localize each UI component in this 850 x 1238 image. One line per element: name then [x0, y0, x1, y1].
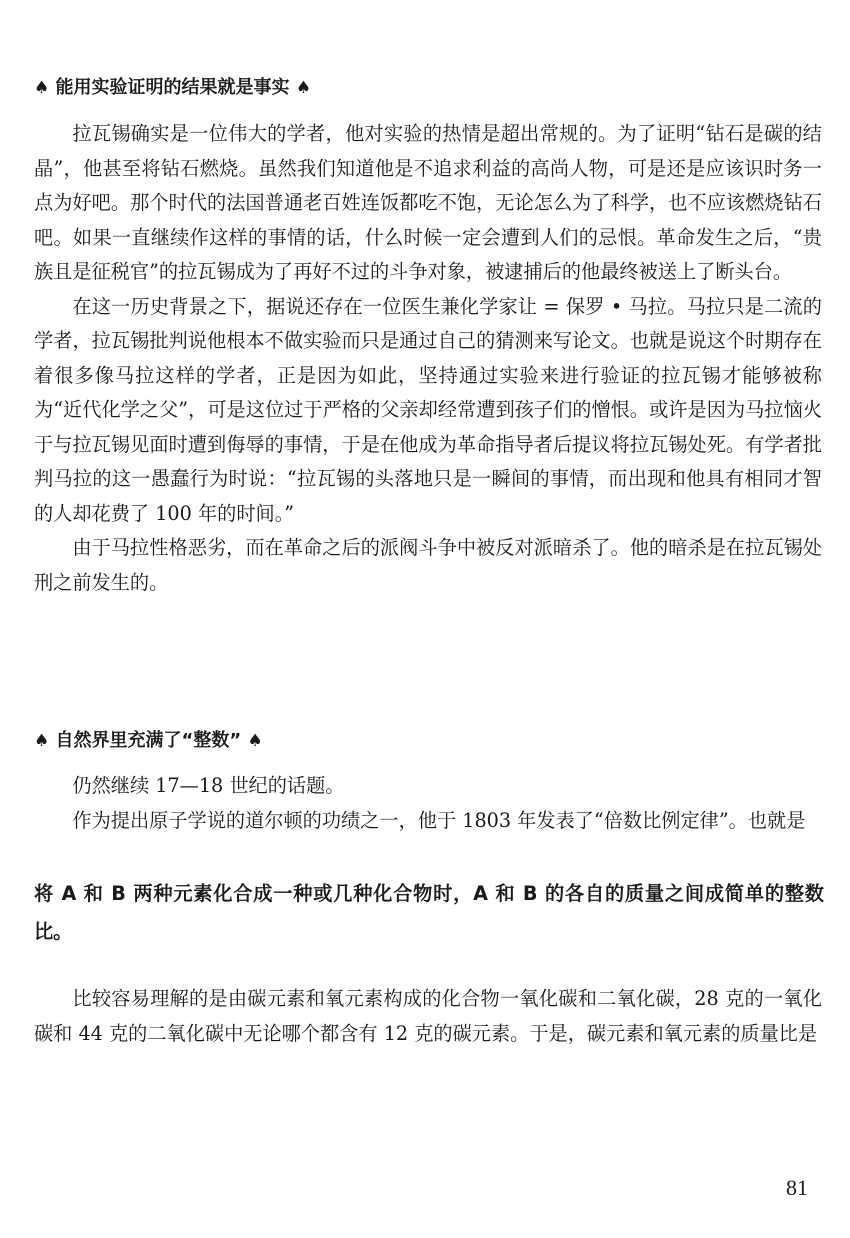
paragraph: 拉瓦锡确实是一位伟大的学者，他对实验的热情是超出常规的。为了证明“钻石是碳的结晶”，他甚至将钻石燃烧。虽然我们知道他是不追求利益的高尚人物，可是还是应该识时务一点为好吧。那个时代的法国普通老百姓连饭都吃不饱，无论怎么为了科学，也不应该燃烧钻石吧。如果一直继续作这样的事情的话，什么时候一定会遭到人们的忌恨。革命发生之后，“贵族且是征税官”的拉瓦锡成为了再好不过的斗争对象，被逮捕后的他最终被送上了断头台。	[34, 122, 822, 283]
section-heading-1	[34, 76, 311, 100]
section-heading-2	[34, 729, 263, 753]
section-2-body	[34, 769, 822, 838]
paragraph: 仍然继续 17—18 世纪的话题。	[72, 774, 345, 797]
paragraph: 在这一历史背景之下，据说还存在一位医生兼化学家让 = 保罗 • 马拉。马拉只是二流的学者，拉瓦锡批判说他根本不做实验而只是通过自己的猜测来写论文。也就是说这个时期存在着很多像马拉这样的学者，正是因为如此，坚持通过实验来进行验证的拉瓦锡才能够被称为“近代化学之父”，可是这位过于严格的父亲却经常遭到孩子们的憎恨。或许是因为马拉恼火于与拉瓦锡见面时遭到侮辱的事情，于是在他成为革命指导者后提议将拉瓦锡处死。有学者批判马拉的这一愚蠢行为时说：“拉瓦锡的头落地只是一瞬间的事情，而出现和他具有相同才智的人却花费了 100 年的时间。”	[34, 294, 822, 525]
spade-icon: ♠	[295, 78, 312, 98]
spade-icon: ♠	[34, 731, 50, 751]
section-heading-2-text: 自然界里充满了“整数”	[55, 730, 242, 751]
paragraph: 作为提出原子学说的道尔顿的功绩之一，他于 1803 年发表了“倍数比例定律”。也就是	[72, 808, 806, 832]
paragraph: 比较容易理解的是由碳元素和氧元素构成的化合物一氧化碳和二氧化碳，28 克的一氧化碳和 44 克的二氧化碳中无论哪个都含有 12 克的碳元素。于是，碳元素和氧元素的质量比是	[34, 987, 822, 1045]
law-statement: 将 A 和 B 两种元素化合成一种或几种化合物时，A 和 B 的各自的质量之间成简单的整数比。	[34, 882, 824, 943]
section-heading-1-text: 能用实验证明的结果就是事实	[55, 77, 290, 98]
section-1-body	[34, 117, 822, 600]
spade-icon: ♠	[247, 731, 263, 751]
section-2-continued	[34, 982, 822, 1051]
page-number: 81	[786, 1175, 808, 1200]
spade-icon: ♠	[34, 78, 50, 98]
paragraph: 由于马拉性格恶劣，而在革命之后的派阀斗争中被反对派暗杀了。他的暗杀是在拉瓦锡处刑之前发生的。	[34, 536, 822, 594]
